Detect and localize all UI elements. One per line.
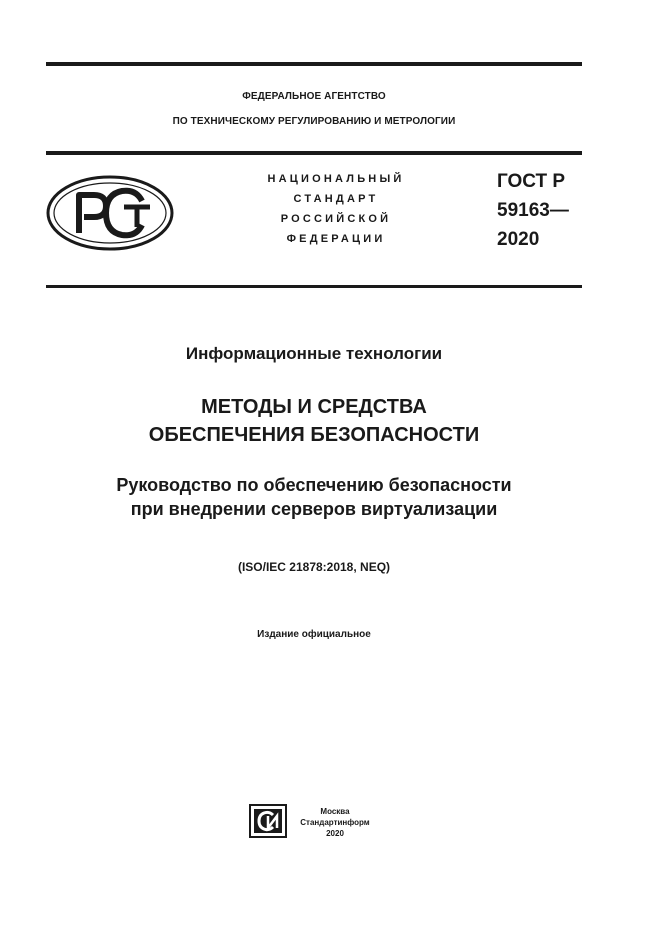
publisher-name: Стандартинформ xyxy=(300,818,370,827)
publisher-block xyxy=(292,806,378,839)
national-line-2: СТАНДАРТ xyxy=(293,193,379,205)
agency-line-2: ПО ТЕХНИЧЕСКОМУ РЕГУЛИРОВАНИЮ И МЕТРОЛОГИИ xyxy=(172,116,456,127)
national-line-4: ФЕДЕРАЦИИ xyxy=(286,233,386,245)
iso-reference: (ISO/IEC 21878:2018, NEQ) xyxy=(237,560,391,574)
edition-note: Издание официальное xyxy=(257,629,371,640)
rst-emblem-icon xyxy=(46,175,174,251)
main-title-line-2: ОБЕСПЕЧЕНИЯ БЕЗОПАСНОСТИ xyxy=(148,424,480,446)
top-rule xyxy=(46,62,582,66)
subtitle-line-1: Руководство по обеспечению безопасности xyxy=(116,475,512,495)
main-title-line-1: МЕТОДЫ И СРЕДСТВА xyxy=(201,396,427,418)
publisher-year: 2020 xyxy=(326,829,344,838)
national-line-1: НАЦИОНАЛЬНЫЙ xyxy=(267,173,405,185)
header-rule xyxy=(46,151,582,155)
publisher-city: Москва xyxy=(320,807,350,816)
agency-line-1: ФЕДЕРАЛЬНОЕ АГЕНТСТВО xyxy=(242,91,386,102)
standartinform-logo-icon xyxy=(249,804,287,838)
gost-designation-line-3: 2020 xyxy=(497,229,540,250)
gost-designation-line-1: ГОСТ Р xyxy=(497,171,566,192)
national-line-3: РОССИЙСКОЙ xyxy=(280,213,392,225)
gost-designation-line-2: 59163— xyxy=(497,200,569,221)
standard-rule xyxy=(46,285,582,288)
topic-title: Информационные технологии xyxy=(185,344,443,363)
subtitle-line-2: при внедрении серверов виртуализации xyxy=(130,499,498,519)
